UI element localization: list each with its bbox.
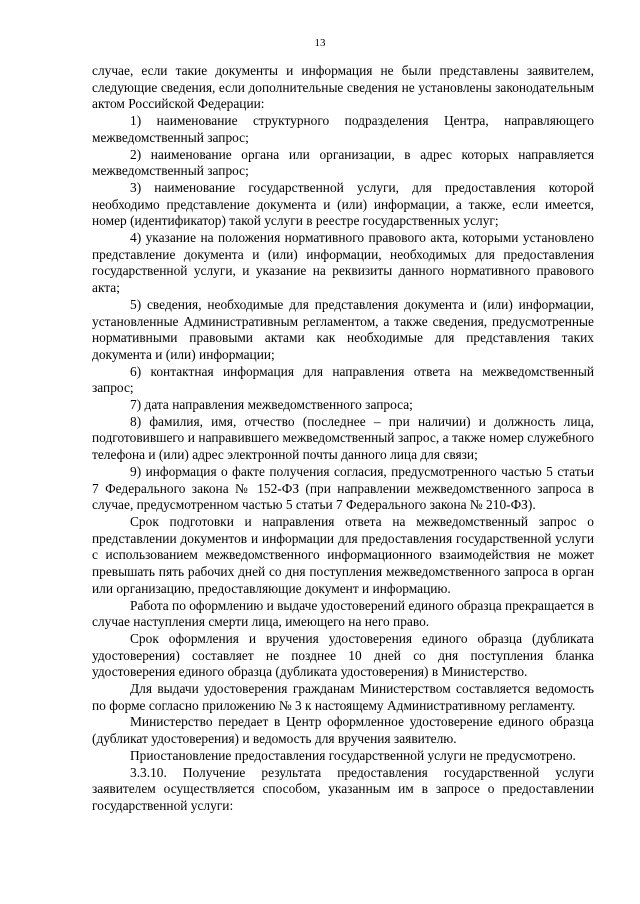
list-item-8: 8) фамилия, имя, отчество (последнее – при наличии) и должность лица, подготовившего и направившего межведомственный запрос, а также номер служебного телефона и (или) адрес электронной почты данного лица для связи; [92, 413, 594, 463]
list-item-6: 6) контактная информация для направления ответа на межведомственный запрос; [92, 363, 594, 396]
document-body [92, 63, 594, 815]
paragraph-statement-form: Для выдачи удостоверения гражданам Министерством составляется ведомость по форме согласно приложению № 3 к настоящему Административному регламенту. [92, 681, 594, 713]
list-item-3: 3) наименование государственной услуги, для предоставления которой необходимо представление документа и (или) информации, а также, если имеется, номер (идентификатор) такой услуги в реестре государственных услуг; [92, 179, 594, 229]
list-item-4: 4) указание на положения нормативного правового акта, которыми установлено представление документа и (или) информации, необходимых для предоставления государственной услуги, и указание на реквизиты данного нормативного правового акта; [92, 230, 594, 296]
paragraph-response-deadline: Срок подготовки и направления ответа на межведомственный запрос о представлении документов и информации для предоставления государственной услуги с использованием межведомственного информационного взаимодействия не может превышать пять рабочих дней со дня поступления межведомственного запроса в орган или организацию, предоставляющие документ и информацию. [92, 513, 594, 596]
paragraph-transfer-to-center: Министерство передает в Центр оформленное удостоверение единого образца (дубликат удостоверения) и ведомость для вручения заявителю. [92, 714, 594, 747]
list-item-2: 2) наименование органа или организации, в адрес которых направляется межведомственный запрос; [92, 146, 594, 179]
list-item-7: 7) дата направления межведомственного запроса; [130, 397, 413, 413]
list-item-1: 1) наименование структурного подразделения Центра, направляющего межведомственный запрос; [92, 113, 594, 145]
list-item-5: 5) сведения, необходимые для представления документа и (или) информации, установленные Административным регламентом, а также сведения, предусмотренные нормативными правовыми актами как необходимые для представления таких документа и (или) информации; [92, 296, 594, 362]
paragraph-issuance-term: Срок оформления и вручения удостоверения единого образца (дубликата удостоверения) составляет не позднее 10 дней со дня поступления бланка удостоверения единого образца (дубликата удостоверения) в Министерство. [92, 630, 594, 680]
paragraph-work-termination: Работа по оформлению и выдаче удостоверений единого образца прекращается в случае наступления смерти лица, имеющего на него право. [92, 597, 594, 630]
paragraph-section-3-3-10: 3.3.10. Получение результата предоставления государственной услуги заявителем осуществляется способом, указанным им в запросе о предоставлении государственной услуги: [92, 764, 594, 813]
paragraph-suspension: Приостановление предоставления государственной услуги не предусмотрено. [130, 747, 576, 763]
page-number: 13 [314, 37, 326, 49]
list-item-9: 9) информация о факте получения согласия, предусмотренного частью 5 статьи 7 Федерального закона № 152-ФЗ (при направлении межведомственного запроса в случае, предусмотренном частью 5 статьи 7 Федерального закона № 210-ФЗ). [92, 463, 594, 513]
paragraph-continuation: случае, если такие документы и информация не были представлены заявителем, следующие сведения, если дополнительные сведения не установлены законодательным актом Российской Федерации: [92, 63, 594, 112]
